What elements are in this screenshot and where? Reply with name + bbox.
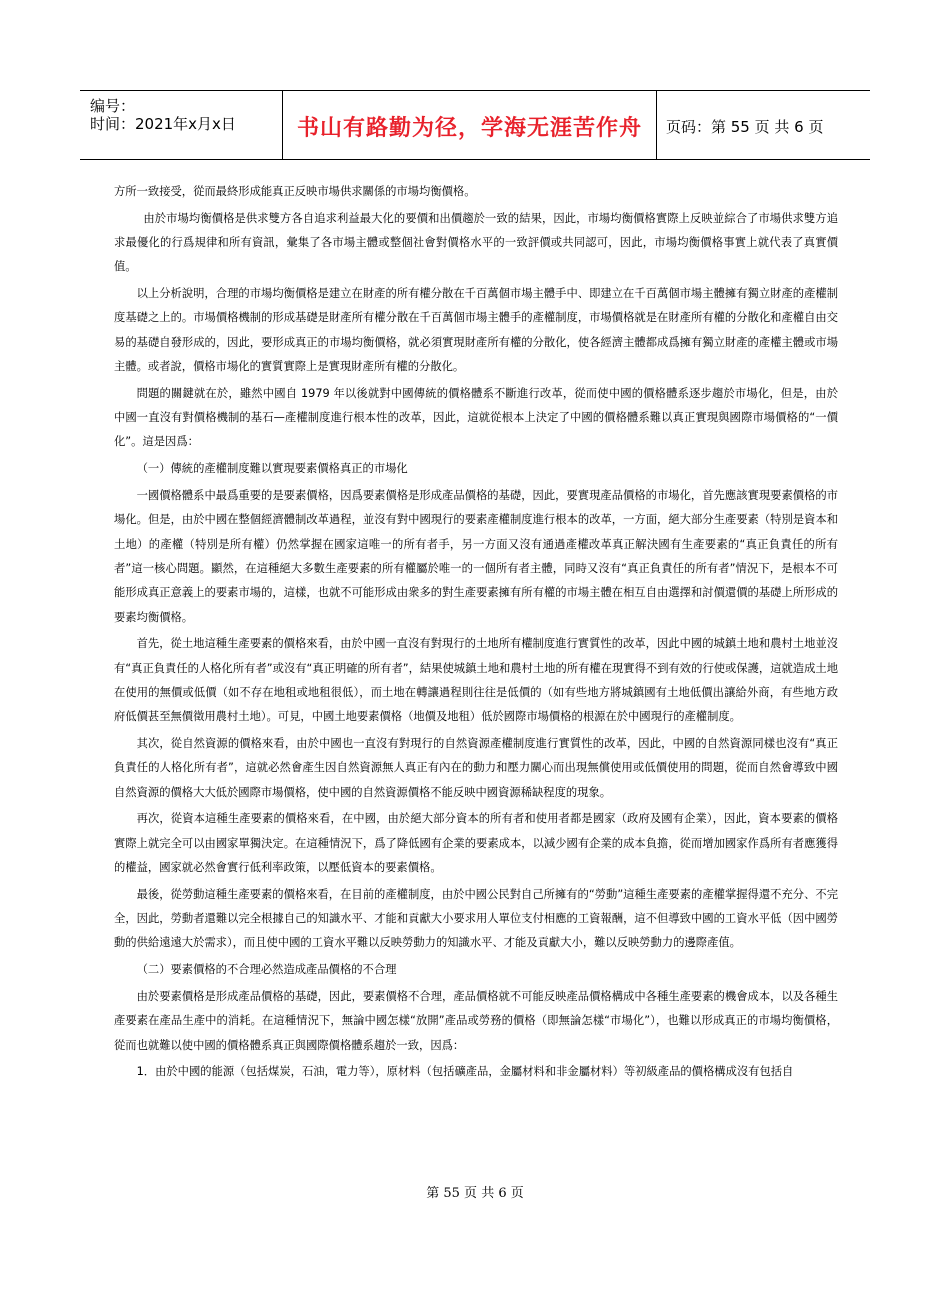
section-heading: （一）傳統的產權制度難以實現要素價格真正的市場化 (136, 462, 408, 476)
document-body (114, 180, 838, 1087)
header-page-cell (656, 91, 870, 159)
paragraph: 再次，從資本這種生產要素的價格來看，在中國，由於絕大部分資本的所有者和使用者都是國家（政府及國有企業），因此，資本要素的價格實際上就完全可以由國家單獨決定。在這種情況下，爲了降低國有企業的要素成本，以減少國有企業的成本負擔，從而增加國家作爲所有者應獲得的權益，國家就必然會實行低利率政策，以壓低資本的要素價格。 (114, 812, 838, 875)
paragraph: 由於要素價格是形成產品價格的基礎，因此，要素價格不合理，產品價格就不可能反映產品價格構成中各種生產要素的機會成本，以及各種生產要素在產品生產中的消耗。在這種情況下，無論中國怎樣“放開”產品或勞務的價格（即無論怎樣“市場化”），也難以形成真正的市場均衡價格，從而也就難以使中國的價格體系真正與國際價格體系趨於一致，因爲： (114, 990, 838, 1052)
paragraph: 首先，從土地這種生產要素的價格來看，由於中國一直沒有對現行的土地所有權制度進行實質性的改革，因此中國的城鎮土地和農村土地並沒有“真正負責任的人格化所有者”或沒有“真正明確的所有者”，結果使城鎮土地和農村土地的所有權在現實得不到有效的行使或保護，這就造成土地在使用的無價或低價（如不存在地租或地租很低），而土地在轉讓過程則往往是低價的（如有些地方將城鎮國有土地低價出讓給外商，有些地方政府低價甚至無價徵用農村土地）。可見，中國土地要素價格（地價及地租）低於國際市場價格的根源在於中國現行的產權制度。 (114, 637, 838, 724)
paragraph: 一國價格體系中最爲重要的是要素價格，因爲要素價格是形成產品價格的基礎，因此，要實現產品價格的市場化，首先應該實現要素價格的市場化。但是，由於中國在整個經濟體制改革過程，並沒有對中國現行的要素產權制度進行根本的改革，一方面，絕大部分生產要素（特別是資本和土地）的產權（特別是所有權）仍然掌握在國家這唯一的所有者手，另一方面又沒有通過產權改革真正解決國有生產要素的“真正負責任的所有者”這一核心問題。顯然，在這種絕大多數生產要素的所有權屬於唯一的一個所有者主體，同時又沒有“真正負責任的所有者”情況下，是根本不可能形成真正意義上的要素市場的，這樣，也就不可能形成由衆多的對生產要素擁有所有權的市場主體在相互自由選擇和討價還價的基礎上所形成的要素均衡價格。 (114, 489, 838, 624)
document-number-label: 编号： (90, 97, 136, 115)
paragraph: 以上分析說明，合理的市場均衡價格是建立在財產的所有權分散在千百萬個市場主體手中、即建立在千百萬個市場主體擁有獨立財產的產權制度基礎之上的。市場價格機制的形成基礎是財產所有權分散在千百萬個市場主體手的產權制度，市場價格就是在財產所有權的分散化和產權自由交易的基礎自發形成的，因此，要形成真正的市場均衡價格，就必須實現財產所有權的分散化，使各經濟主體都成爲擁有獨立財產的產權主體或市場主體。或者說，價格市場化的實質實際上是實現財產所有權的分散化。 (114, 287, 838, 374)
document-time-label: 时间：2021年x月x日 (90, 115, 236, 133)
paragraph: 方所一致接受，從而最終形成能真正反映市場供求關係的市場均衡價格。 (114, 185, 476, 198)
paragraph: 其次，從自然資源的價格來看，由於中國也一直沒有對現行的自然資源產權制度進行實質性的改革，因此，中國的自然資源同樣也沒有“真正負責任的人格化所有者”，這就必然會產生因自然資源無人真正有內在的動力和壓力關心而出現無償使用或低價使用的問題，從而自然會導致中國自然資源的價格大大低於國際市場價格，使中國的自然資源價格不能反映中國資源稀缺程度的現象。 (114, 737, 838, 799)
page-footer: 第 55 页 共 6 页 (426, 1186, 524, 1201)
paragraph: 最後，從勞動這種生產要素的價格來看，在目前的產權制度，由於中國公民對自己所擁有的“勞動”這種生產要素的產權掌握得還不充分、不完全，因此，勞動者還難以完全根據自己的知識水平、才能和貢獻大小要求用人單位支付相應的工資報酬，這不但導致中國的工資水平低（因中國勞動的供給遠遠大於需求），而且使中國的工資水平難以反映勞動力的知識水平、才能及貢獻大小，難以反映勞動力的邊際產值。 (114, 887, 838, 950)
header-motto: 书山有路勤为径，学海无涯苦作舟 (296, 116, 642, 141)
page-header (80, 90, 870, 160)
section-heading: （二）要素價格的不合理必然造成產品價格的不合理 (136, 963, 397, 977)
header-page-info: 页码：第 55 页 共 6 页 (666, 118, 824, 136)
paragraph: 1．由於中國的能源（包括煤炭，石油，電力等），原材料（包括礦產品，金屬材料和非金屬材料）等初級產品的價格構成沒有包括自 (136, 1065, 794, 1079)
header-meta-cell (80, 91, 281, 159)
paragraph: 由於市場均衡價格是供求雙方各自追求利益最大化的要價和出價趨於一致的結果，因此，市場均衡價格實際上反映並綜合了市場供求雙方追求最優化的行爲規律和所有資訊，彙集了各市場主體或整個社會對價格水平的一致評價或共同認可，因此，市場均衡價格事實上就代表了真實價值。 (114, 211, 838, 274)
header-motto-cell (282, 91, 657, 159)
paragraph: 問題的關鍵就在於，雖然中國自 1979 年以後就對中國傳統的價格體系不斷進行改革，從而使中國的價格體系逐步趨於市場化，但是，由於中國一直沒有對價格機制的基石—產權制度進行根本性的改革，因此，這就從根本上決定了中國的價格體系難以真正實現與國際市場價格的“一價化”。這是因爲： (114, 386, 838, 449)
